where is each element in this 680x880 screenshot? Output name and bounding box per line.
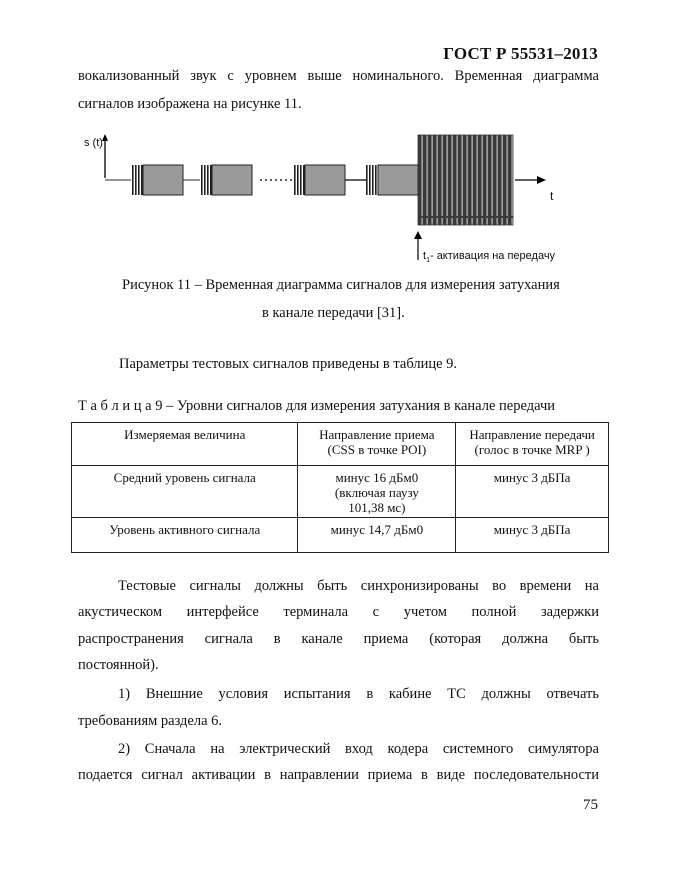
intro-line-2: сигналов изображена на рисунке 11.: [78, 96, 302, 112]
table-cell: минус 14,7 дБм0: [298, 518, 456, 553]
signal-block-3: [293, 165, 345, 195]
time-axis-arrow: [515, 176, 546, 184]
activation-burst: [418, 135, 513, 225]
x-axis-label: t: [550, 189, 554, 203]
table-cell: минус 16 дБм0 (включая паузу 101,38 мс): [298, 466, 456, 518]
body-p1-line-3: распространения сигнала в канале приема (которая должна быть: [78, 631, 599, 647]
table-row: [72, 466, 609, 518]
header-cell: Направление приема (CSS в точке POI): [298, 423, 456, 466]
figure-caption-line-1: Рисунок 11 – Временная диаграмма сигналов для измерения затухания: [122, 277, 560, 293]
table-header-row: [72, 423, 609, 466]
body-p2-line-2: требованиям раздела 6.: [78, 713, 223, 729]
body-p2-line-1: 1) Внешние условия испытания в кабине ТС должны отвечать: [118, 686, 599, 702]
table-cell: Уровень активного сигнала: [72, 518, 298, 553]
signal-block-1: [131, 165, 183, 195]
activation-marker-arrow: [414, 231, 422, 260]
table-row: [72, 518, 609, 553]
signal-block-4: [366, 165, 418, 195]
activation-label: $t_1-$ активация на передачу: [423, 250, 556, 265]
table-cell: минус 3 дБПа: [456, 518, 609, 553]
header-cell: Направление передачи (голос в точке MRP ): [456, 423, 609, 466]
y-axis-label: s (t): [84, 137, 103, 149]
figure-caption-line-2: в канале передачи [31].: [262, 305, 405, 321]
table-cell: Средний уровень сигнала: [72, 466, 298, 518]
body-p1-line-4: постоянной).: [78, 657, 159, 673]
table-title: Т а б л и ц а 9 – Уровни сигналов для измерения затухания в канале передачи: [78, 398, 556, 414]
body-p1-line-2: акустическом интерфейсе терминала с учетом полной задержки: [78, 604, 599, 620]
params-sentence: Параметры тестовых сигналов приведены в таблице 9.: [119, 356, 458, 372]
intro-line-1: вокализованный звук с уровнем выше номинального. Временная диаграмма: [78, 68, 599, 84]
signal-levels-table: [71, 422, 609, 553]
timing-diagram: [78, 128, 600, 268]
table-cell: минус 3 дБПа: [456, 466, 609, 518]
body-p1-line-1: Тестовые сигналы должны быть синхронизированы во времени на: [118, 578, 599, 594]
signal-block-2: [200, 165, 252, 195]
document-header-id: ГОСТ Р 55531–2013: [443, 44, 598, 63]
header-cell: Измеряемая величина: [72, 423, 298, 466]
body-p3-line-1: 2) Сначала на электрический вход кодера системного симулятора: [118, 741, 599, 757]
body-p3-line-2: подается сигнал активации в направлении приема в виде последовательности: [78, 767, 599, 783]
page-number: 75: [583, 797, 598, 813]
